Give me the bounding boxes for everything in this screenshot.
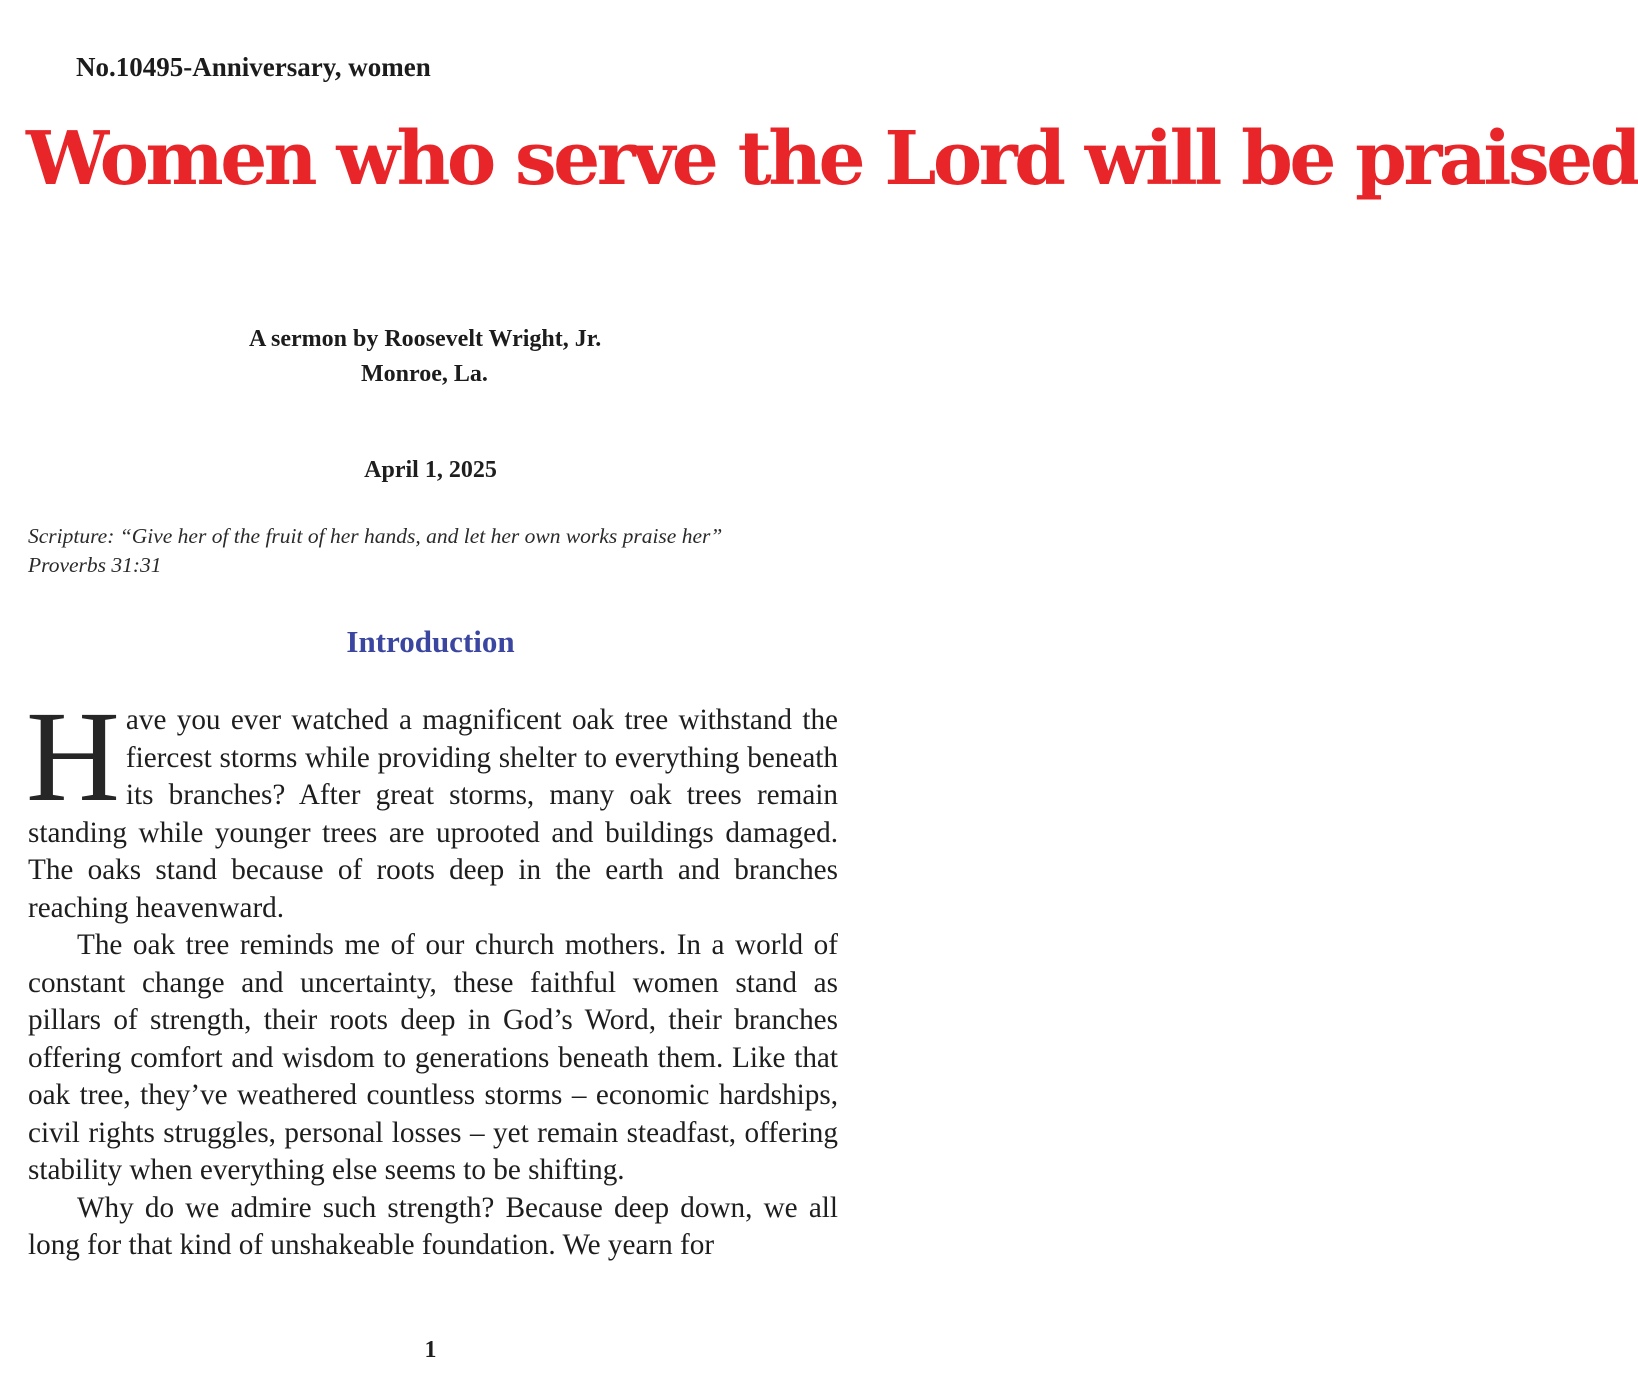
scripture-block [28,522,848,580]
sermon-title [26,112,1638,206]
sermon-title-text: Women who serve the Lord will be praised [26,116,1638,202]
author-line: A sermon by Roosevelt Wright, Jr. [249,326,602,352]
page-number: 1 [424,1337,437,1363]
section-heading-introduction: Introduction [346,624,515,659]
paragraph-2: The oak tree reminds me of our church mothers. In a world of constant change and uncertainty, these faithful women stand as pillars of strength, their roots deep in God’s Word, their branches offering comfort and wisdom to generations beneath them. Like that oak tree, they’ve weathered countless storms – economic hardships, civil rights struggles, personal losses – yet remain steadfast, offering stability when everything else seems to be shifting. [28,929,838,1186]
scripture-reference: Proverbs 31:31 [28,553,162,577]
paragraph-1 [26,685,838,927]
paragraph-3: Why do we admire such strength? Because deep down, we all long for that kind of unshakeable foundation. We yearn for [28,1191,838,1261]
scripture-quote: Scripture: “Give her of the fruit of her hands, and let her own works praise her” [28,524,723,548]
body-text [26,685,838,1265]
paragraph-1-text: ave you ever watched a magnificent oak tree withstand the fiercest storms while providing shelter to everything beneath its branches? After great storms, many oak trees remain standing while younger trees are uprooted and buildings damaged. The oaks stand because of roots deep in the earth and branches reaching heavenward. [28,704,838,924]
sermon-date: April 1, 2025 [364,457,497,483]
series-label: No.10495-Anniversary, women [76,52,431,82]
drop-cap: H [26,685,120,829]
place-line: Monroe, La. [361,361,488,387]
